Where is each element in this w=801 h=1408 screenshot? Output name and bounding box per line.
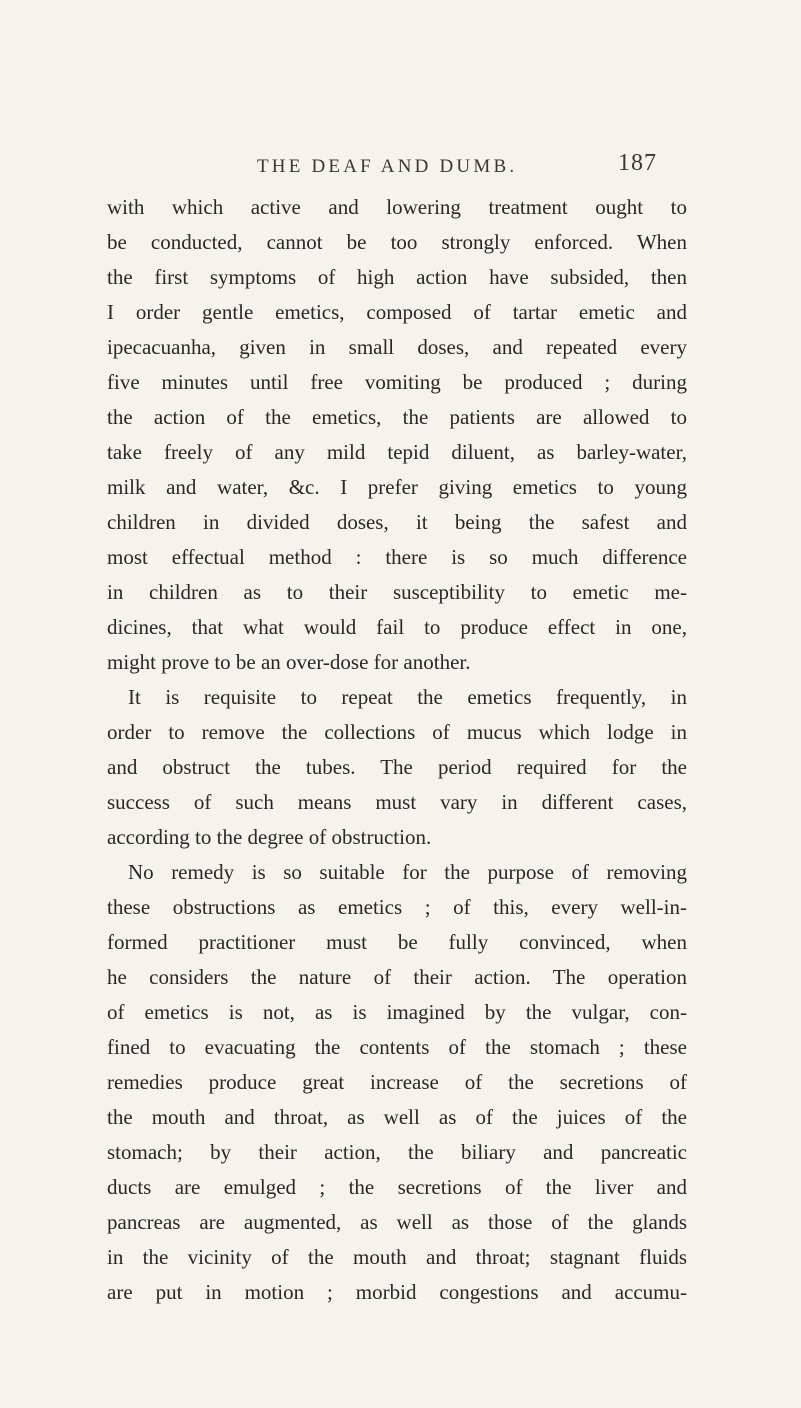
text-line: I order gentle emetics, composed of tartar emetic and	[107, 300, 687, 324]
text-line: are put in motion ; morbid congestions and accumu-	[107, 1280, 687, 1304]
text-line: ducts are emulged ; the secretions of the liver and	[107, 1175, 687, 1199]
text-line: ipecacuanha, given in small doses, and repeated every	[107, 335, 687, 359]
text-line: with which active and lowering treatment ought to	[107, 195, 687, 219]
paragraph-start-line: No remedy is so suitable for the purpose of removing	[128, 860, 687, 884]
text-line: five minutes until free vomiting be produced ; during	[107, 370, 687, 394]
text-line: the mouth and throat, as well as of the juices of the	[107, 1105, 687, 1129]
text-line: most effectual method : there is so much difference	[107, 545, 687, 569]
text-line: take freely of any mild tepid diluent, as barley-water,	[107, 440, 687, 464]
text-line: might prove to be an over-dose for another.	[107, 650, 471, 674]
text-line: he considers the nature of their action. The operation	[107, 965, 687, 989]
text-line: milk and water, &c. I prefer giving emetics to young	[107, 475, 687, 499]
text-line: the first symptoms of high action have subsided, then	[107, 265, 687, 289]
text-line: the action of the emetics, the patients are allowed to	[107, 405, 687, 429]
text-line: fined to evacuating the contents of the stomach ; these	[107, 1035, 687, 1059]
text-line: and obstruct the tubes. The period required for the	[107, 755, 687, 779]
text-line: children in divided doses, it being the safest and	[107, 510, 687, 534]
paragraph-start-line: It is requisite to repeat the emetics frequently, in	[128, 685, 687, 709]
page-number: 187	[618, 150, 657, 176]
running-title: THE DEAF AND DUMB.	[257, 156, 518, 177]
text-line: according to the degree of obstruction.	[107, 825, 432, 849]
text-line: pancreas are augmented, as well as those of the glands	[107, 1210, 687, 1234]
text-line: these obstructions as emetics ; of this, every well-in-	[107, 895, 687, 919]
text-line: formed practitioner must be fully convinced, when	[107, 930, 687, 954]
body-text	[107, 190, 687, 1310]
text-line: be conducted, cannot be too strongly enforced. When	[107, 230, 687, 254]
text-line: in the vicinity of the mouth and throat; stagnant fluids	[107, 1245, 687, 1269]
text-line: remedies produce great increase of the secretions of	[107, 1070, 687, 1094]
text-line: dicines, that what would fail to produce effect in one,	[107, 615, 687, 639]
text-line: stomach; by their action, the biliary and pancreatic	[107, 1140, 687, 1164]
text-line: of emetics is not, as is imagined by the vulgar, con-	[107, 1000, 687, 1024]
text-line: order to remove the collections of mucus which lodge in	[107, 720, 687, 744]
text-line: success of such means must vary in different cases,	[107, 790, 687, 814]
text-line: in children as to their susceptibility to emetic me-	[107, 580, 687, 604]
